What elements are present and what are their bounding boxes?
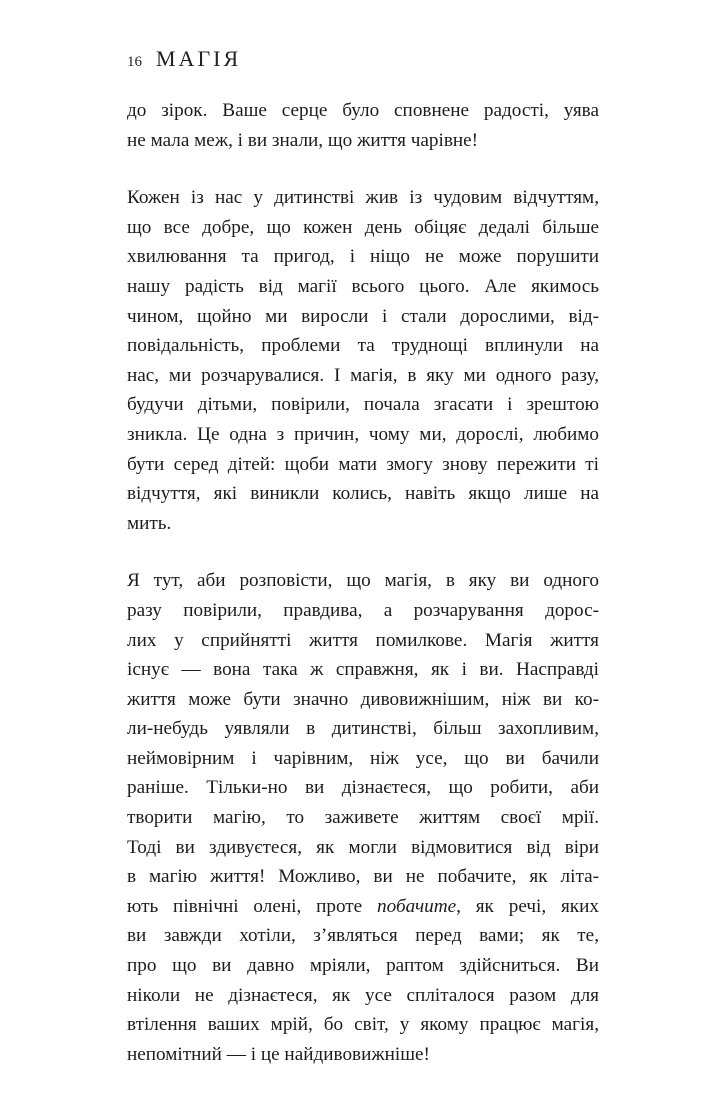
text-segment: як речі, яких [460, 895, 599, 917]
page-number: 16 [127, 54, 142, 70]
text-line: ніколи не дізнаєтеся, як усе спліталося разом для [127, 984, 599, 1006]
text-line: непомітний — і це найдивовижніше! [127, 1043, 430, 1065]
text-line: життя може бути значно дивовижнішим, ніж ви ко- [127, 688, 599, 710]
text-line: ви завжди хотіли, з’являться перед вами; як те, [127, 925, 599, 947]
book-title: МАГІЯ [156, 46, 242, 71]
text-line: про що ви давно мріяли, раптом здійсниться. Ви [127, 955, 599, 977]
text-line: творити магію, то заживете життям своєї мрії. [127, 807, 599, 829]
text-line: відчуття, які виникли колись, навіть якщо лише на [127, 483, 599, 505]
text-line: повідальність, проблеми та труднощі вплинули на [127, 335, 599, 357]
italic-emphasis: побачите, [377, 895, 461, 917]
text-line: раніше. Тільки-но ви дізнаєтеся, що робити, аби [127, 777, 599, 799]
text-line: Я тут, аби розповісти, що магія, в яку ви одного [127, 570, 599, 592]
text-line: нас, ми розчарувалися. І магія, в яку ми одного разу, [127, 364, 599, 386]
text-line: існує — вона така ж справжня, як і ви. Насправді [127, 659, 599, 681]
body-text [127, 96, 599, 1097]
text-line: зникла. Це одна з причин, чому ми, дорослі, любимо [127, 423, 599, 445]
paragraph-3 [127, 566, 599, 1069]
text-line: в магію життя! Можливо, ви не побачите, як літа- [127, 866, 599, 888]
running-head [127, 46, 241, 72]
text-line: нашу радість від магії всього цього. Але якимось [127, 275, 599, 297]
text-line: до зірок. Ваше серце було сповнене радості, уява [127, 100, 599, 121]
text-line-with-italic [127, 892, 599, 922]
text-line: що все добре, що кожен день обіцяє дедалі більше [127, 216, 599, 238]
text-line: лих у сприйнятті життя помилкове. Магія життя [127, 629, 599, 651]
paragraph-2 [127, 183, 599, 538]
text-line: неймовірним і чарівним, ніж усе, що ви бачили [127, 747, 599, 769]
text-line: будучи дітьми, повірили, почала згасати і зрештою [127, 394, 599, 416]
text-line: мить. [127, 512, 172, 534]
text-line: ли-небудь уявляли в дитинстві, більш захопливим, [127, 718, 599, 740]
text-line: втілення ваших мрій, бо світ, у якому працює магія, [127, 1014, 599, 1036]
text-line: Тоді ви здивуєтеся, як могли відмовитися від віри [127, 836, 599, 858]
text-segment: ють північні олені, проте [127, 895, 363, 917]
text-line: Кожен із нас у дитинстві жив із чудовим відчуттям, [127, 187, 599, 209]
text-line: не мала меж, і ви знали, що життя чарівне! [127, 129, 479, 151]
text-line: бути серед дітей: щоби мати змогу знову пережити ті [127, 453, 599, 475]
paragraph-1 [127, 96, 599, 155]
text-line: чином, щойно ми виросли і стали дорослими, від- [127, 305, 599, 327]
text-line: хвилювання та пригод, і ніщо не може порушити [127, 246, 599, 268]
text-line: разу повірили, правдива, а розчарування дорос- [127, 599, 599, 621]
